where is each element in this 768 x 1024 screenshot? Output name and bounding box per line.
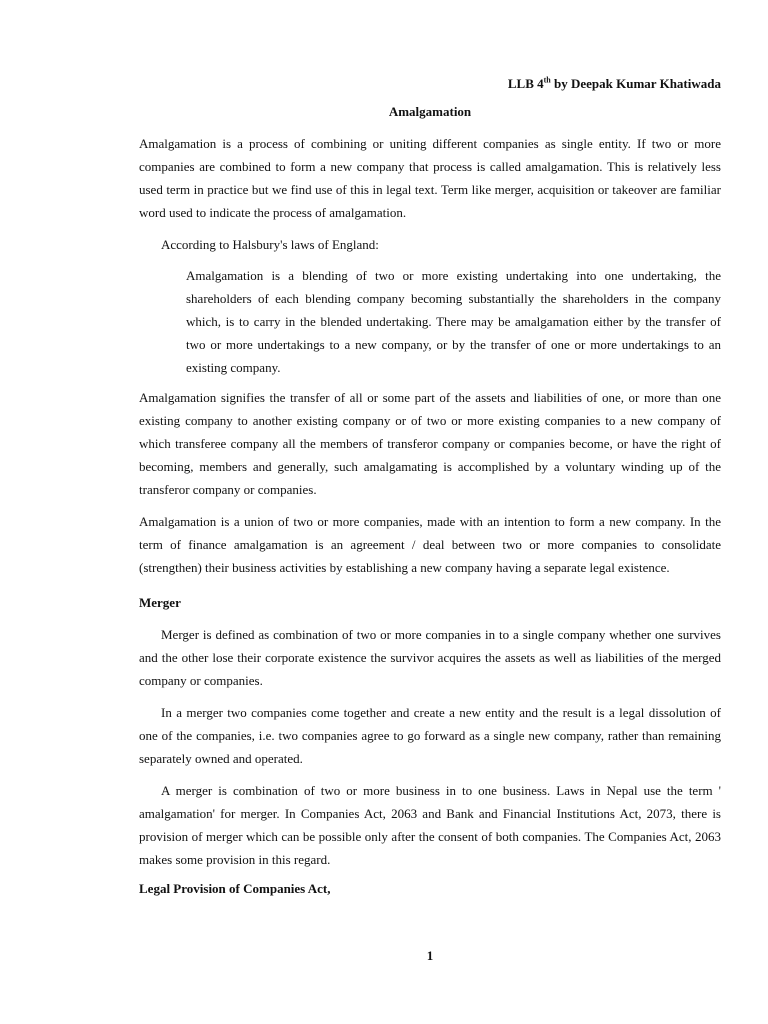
header-suffix: by Deepak Kumar Khatiwada [550,76,721,91]
amalgamation-paragraph-1: Amalgamation is a process of combining or uniting different companies as single entity. If two or more companies are combined to form a new company that process is called amalgamation. This is relatively less used term in practice but we find use of this in legal text. Term like merger, acquisition or takeover are familiar word used to indicate the process of amalgamation. [139,136,721,220]
amalgamation-paragraph-3: Amalgamation is a union of two or more companies, made with an intention to form a new company. In the term of finance amalgamation is an agreement / deal between two or more companies to consolidate (strengthen) their business activities by establishing a new company having a separate legal existence. [139,514,721,575]
merger-paragraph-2: In a merger two companies come together and create a new entity and the result is a legal dissolution of one of the companies, i.e. two companies agree to go forward as a single new company, rather than remaining separately owned and operated. [139,705,721,766]
page-header [139,75,721,93]
halsbury-quote: Amalgamation is a blending of two or more existing undertaking into one undertaking, the shareholders of each blending company becoming substantially the shareholders in the company which, is to carry in the blended undertaking. There may be amalgamation either by the transfer of two or more undertakings to a new company, or by the transfer of one or more undertakings to an existing company. [186,268,721,375]
header-prefix: LLB 4 [507,76,544,91]
page-number: 1 [426,948,434,963]
page-content [139,75,721,909]
amalgamation-paragraph-2: Amalgamation signifies the transfer of all or some part of the assets and liabilities of one, or more than one existing company to another existing company or of two or more existing companies to a new company of which transferee company all the members of transferor company or companies become, or have the right of becoming, members and generally, such amalgamating is accomplished by a voluntary winding up of the transferor company or companies. [139,390,721,497]
halsbury-lead-in: According to Halsbury's laws of England: [161,237,379,252]
merger-paragraph-3: A merger is combination of two or more business in to one business. Laws in Nepal use the term ' amalgamation' for merger. In Companies Act, 2063 and Bank and Financial Institutions Act, 2073, there is provision of merger which can be possible only after the consent of both companies. The Companies Act, 2063 makes some provision in this regard. [139,783,721,867]
merger-paragraph-1: Merger is defined as combination of two or more companies in to a single company whether one survives and the other lose their corporate existence the survivor acquires the assets as well as liabilities of the merged company or companies. [139,627,721,688]
merger-heading: Merger [139,595,181,610]
document-title: Amalgamation [388,104,472,119]
header-superscript: th [543,75,551,85]
legal-provision-heading: Legal Provision of Companies Act, [139,881,331,896]
